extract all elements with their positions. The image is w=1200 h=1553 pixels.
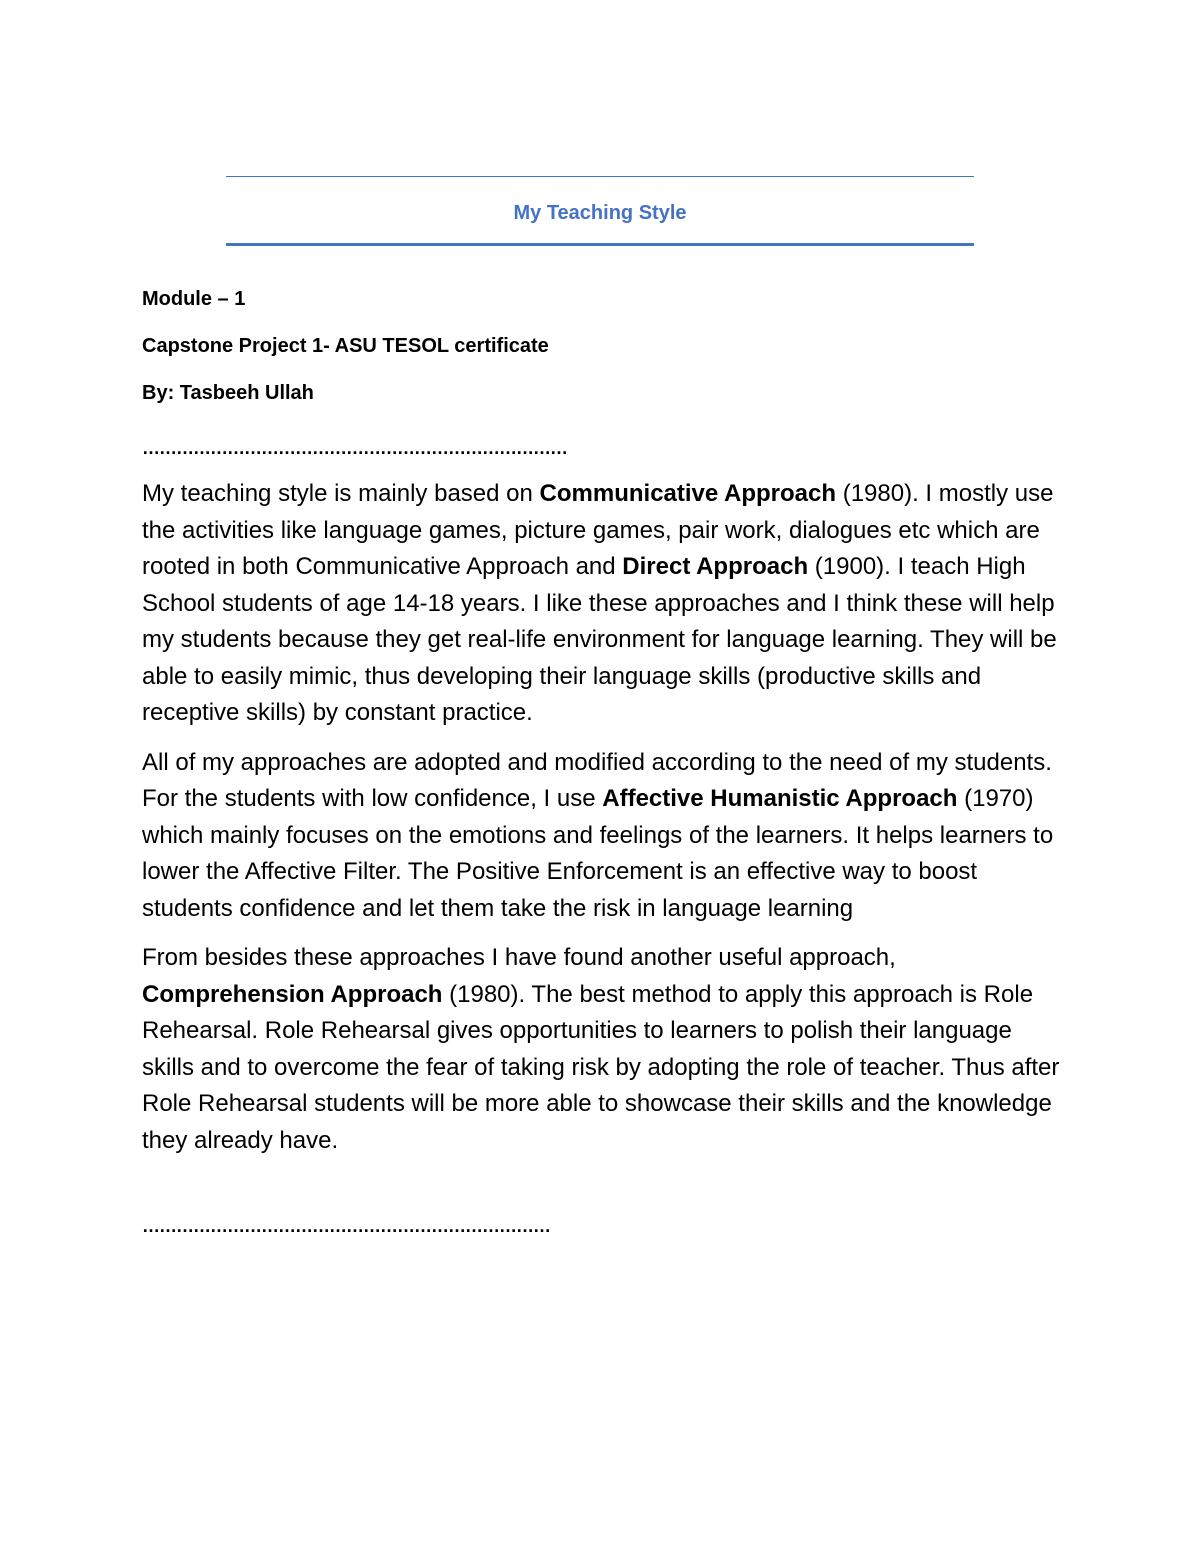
author-label: By: Tasbeeh Ullah [142,382,314,404]
paragraph-2 [142,745,1062,928]
document-title: My Teaching Style [513,202,687,224]
title-rule-bottom [226,243,974,246]
paragraph-1-text-3: (1900). I teach High School students of age 14-18 years. I like these approaches and I think these will help my students because they get real-life environment for language learning. They will be able to easily mimic, thus developing their language skills (productive skills and receptive skills) by constant practice. [142,553,1057,726]
title-block [226,176,974,246]
paragraph-2-text-2: (1970) which mainly focuses on the emotions and feelings of the learners. It helps learners to lower the Affective Filter. The Positive Enforcement is an effective way to boost students confidence and let them take the risk in language learning [142,785,1054,922]
paragraph-2-bold-1: Affective Humanistic Approach [602,785,958,812]
separator-bottom: ……………………………………………………………… [142,1216,550,1236]
paragraph-1-bold-2: Direct Approach [622,553,809,580]
paragraph-1-text-1: My teaching style is mainly based on [142,480,540,507]
project-label: Capstone Project 1- ASU TESOL certificate [142,335,549,357]
paragraph-1-text-2: (1980). I mostly use the activities like language games, picture games, pair work, dialogues etc which are rooted in both Communicative Approach and [142,480,1054,580]
paragraph-3-text-1: From besides these approaches I have found another useful approach, [142,944,896,971]
paragraph-2-text-1: All of my approaches are adopted and modified according to the need of my students. For the students with low confidence, I use [142,748,1052,812]
paragraph-3 [142,940,1062,1159]
module-label: Module – 1 [142,288,246,310]
paragraph-3-bold-1: Comprehension Approach [142,980,443,1008]
paragraph-3-text-2: (1980). The best method to apply this approach is Role Rehearsal. Role Rehearsal gives opportunities to learners to polish their language skills and to overcome the fear of taking risk by adopting the role of teacher. Thus after Role Rehearsal students will be more able to showcase their skills and the knowledge they already have. [142,980,1060,1154]
paragraph-1 [142,476,1062,732]
paragraph-1-bold-1: Communicative Approach [539,480,837,507]
separator-top: ………………………………………………………………… [142,438,567,458]
body-text [142,476,1062,1172]
